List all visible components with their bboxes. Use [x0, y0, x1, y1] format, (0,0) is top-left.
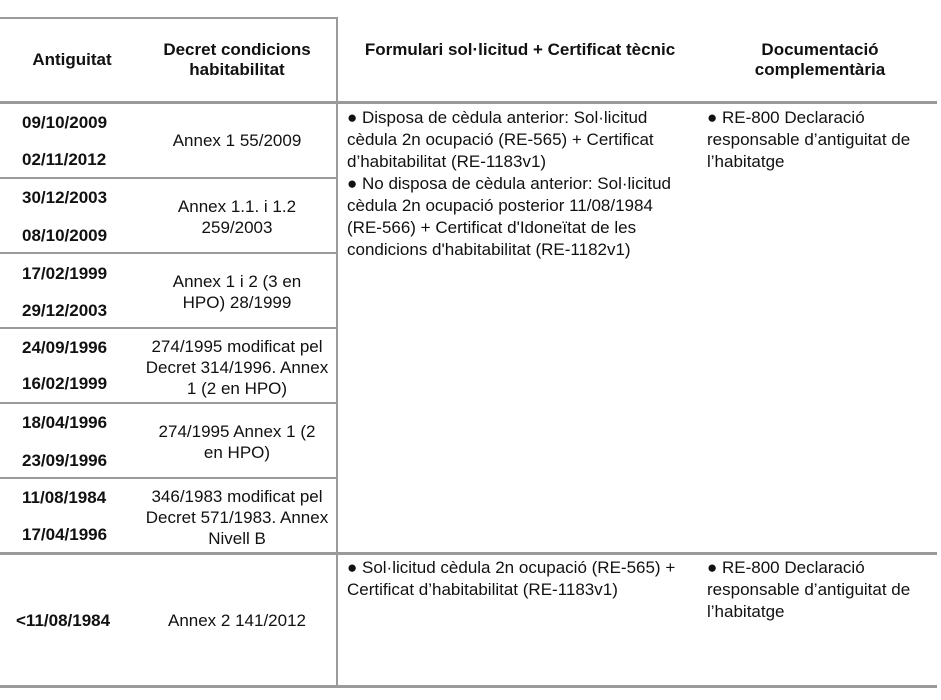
header-rule [0, 101, 937, 104]
date-from: 30/12/2003 [22, 188, 108, 207]
bottom-rule [0, 685, 937, 688]
antiguitat-before: <11/08/1984 [16, 611, 111, 630]
date-to: 02/11/2012 [22, 150, 107, 169]
date-from: 18/04/1996 [22, 413, 108, 432]
date-to: 08/10/2009 [22, 226, 108, 245]
formulari-item-last: ● Sol·licitud cèdula 2n ocupació (RE-565) + Certificat d’habitabilitat (RE-1183v1) [347, 558, 676, 599]
date-to: 23/09/1996 [22, 451, 108, 470]
group-divider [0, 552, 937, 555]
decree-cell: Annex 1.1. i 1.2 259/2003 [177, 197, 297, 237]
date-from: 09/10/2009 [22, 113, 108, 132]
header-documentacio: Documentació complementària [754, 40, 886, 79]
date-to: 16/02/1999 [22, 374, 108, 393]
row-divider [0, 327, 337, 329]
row-divider [0, 177, 337, 179]
decree-cell: 274/1995 Annex 1 (2 en HPO) [158, 422, 316, 462]
date-from: 11/08/1984 [22, 488, 107, 507]
header-formulari: Formulari sol·licitud + Certificat tècnic [364, 40, 676, 59]
top-rule [0, 17, 337, 19]
formulari-item-with-cedula: ● Disposa de cèdula anterior: Sol·licitud cèdula 2n ocupació (RE-565) + Certificat d’habitabilitat (RE-1183v1) [347, 108, 654, 171]
column-rule [336, 17, 338, 688]
date-to: 17/04/1996 [22, 525, 108, 544]
documentacio-item: ● RE-800 Declaració responsable d’antiguitat de l’habitatge [707, 108, 911, 171]
decree-cell: Annex 1 55/2009 [172, 131, 302, 150]
decree-cell: 274/1995 modificat pel Decret 314/1996. Annex 1 (2 en HPO) [145, 337, 329, 398]
documentacio-item-last: ● RE-800 Declaració responsable d’antiguitat de l’habitatge [707, 558, 911, 621]
row-divider [0, 252, 337, 254]
decree-cell: Annex 1 i 2 (3 en HPO) 28/1999 [172, 272, 302, 312]
header-antiguitat: Antiguitat [32, 50, 112, 69]
decree-cell: 346/1983 modificat pel Decret 571/1983. Annex Nivell B [145, 487, 329, 548]
row-divider [0, 402, 337, 404]
row-divider [0, 477, 337, 479]
date-from: 24/09/1996 [22, 338, 108, 357]
date-from: 17/02/1999 [22, 264, 108, 283]
date-to: 29/12/2003 [22, 301, 108, 320]
decree-cell: Annex 2 141/2012 [167, 611, 306, 630]
formulari-item-without-cedula: ● No disposa de cèdula anterior: Sol·licitud cèdula 2n ocupació posterior 11/08/1984 (RE-566) + Certificat d'Idoneïtat de les condicions d'habitabilitat (RE-1182v1) [347, 174, 671, 259]
header-decret: Decret condicions habitabilitat [163, 40, 311, 79]
